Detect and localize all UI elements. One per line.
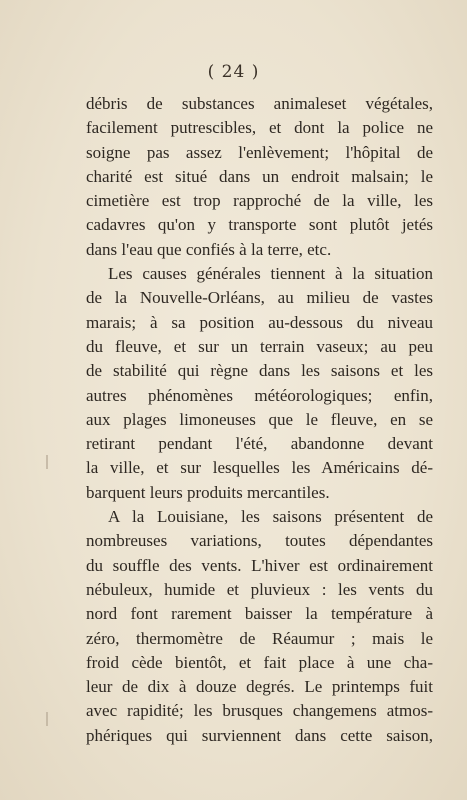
text-line: aux plages limoneuses que le fleuve, en se bbox=[86, 409, 433, 429]
text-line: leur de dix à douze degrés. Le printemps fuit bbox=[86, 677, 433, 697]
text-line: de stabilité qui règne dans les saisons et les bbox=[86, 361, 433, 381]
margin-mark bbox=[46, 455, 48, 469]
text-line: Les causes générales tiennent à la situation bbox=[108, 264, 433, 284]
margin-mark bbox=[46, 712, 48, 726]
page-number: ( 24 ) bbox=[207, 62, 260, 82]
text-line: cimetière est trop rapproché de la ville, les bbox=[86, 191, 433, 211]
text-line: A la Louisiane, les saisons présentent de bbox=[108, 507, 433, 527]
text-line: facilement putrescibles, et dont la police ne bbox=[86, 118, 433, 138]
text-line: autres phénomènes météorologiques; enfin, bbox=[86, 385, 433, 405]
text-line: phériques qui surviennent dans cette saison, bbox=[86, 725, 433, 745]
text-line: marais; à sa position au-dessous du niveau bbox=[86, 312, 433, 332]
text-line: retirant pendant l'été, abandonne devant bbox=[86, 434, 433, 454]
text-line: nébuleux, humide et pluvieux : les vents du bbox=[86, 579, 433, 599]
text-line: nombreuses variations, toutes dépendantes bbox=[86, 531, 433, 551]
text-line: du fleuve, et sur un terrain vaseux; au peu bbox=[86, 336, 433, 356]
text-line: du souffle des vents. L'hiver est ordinairement bbox=[86, 555, 433, 575]
text-line: cadavres qu'on y transporte sont plutôt jetés bbox=[86, 215, 433, 235]
text-line: soigne pas assez l'enlèvement; l'hôpital de bbox=[86, 142, 433, 162]
text-line: barquent leurs produits mercantiles. bbox=[86, 482, 330, 502]
text-line: avec rapidité; les brusques changemens atmos- bbox=[86, 701, 433, 721]
text-line: de la Nouvelle-Orléans, au milieu de vastes bbox=[86, 288, 433, 308]
text-line: charité est situé dans un endroit malsain; le bbox=[86, 166, 433, 186]
text-line: nord font rarement baisser la température à bbox=[86, 604, 433, 624]
text-line: dans l'eau que confiés à la terre, etc. bbox=[86, 239, 332, 259]
body-text bbox=[86, 92, 433, 748]
text-line: zéro, thermomètre de Réaumur ; mais le bbox=[86, 628, 433, 648]
text-line: froid cède bientôt, et fait place à une cha- bbox=[86, 652, 433, 672]
text-line: débris de substances animaleset végétales, bbox=[86, 94, 433, 113]
text-line: la ville, et sur lesquelles les Américains dé- bbox=[86, 458, 433, 478]
